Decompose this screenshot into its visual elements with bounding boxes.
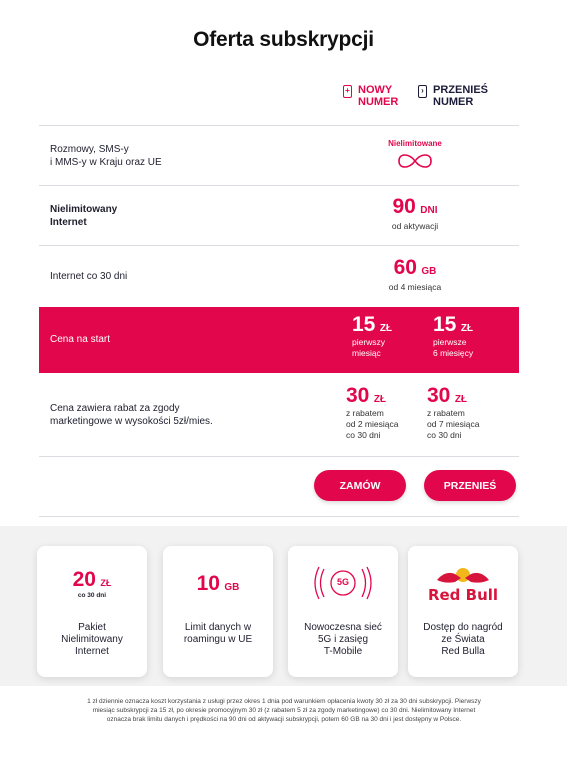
row-discount-label-2: marketingowe w wysokości 5zł/mies. [50, 416, 213, 427]
card3-text-2: 5G i zasięg [317, 634, 369, 645]
row-start-price [39, 307, 519, 373]
benefit-card-redbull [408, 546, 518, 677]
5g-icon-label: 5G [336, 577, 349, 587]
discount-price-new-sub2: od 2 miesiąca [346, 419, 399, 429]
row-unlimited-internet [39, 185, 519, 246]
redbull-logo: Red Bull [427, 586, 499, 604]
benefit-card-roaming [163, 546, 273, 677]
card4-text-3: Red Bulla [441, 646, 485, 657]
card1-text [37, 622, 147, 658]
row-internet-label: Internet co 30 dni [50, 271, 128, 282]
card2-text [163, 622, 273, 646]
card3-text [288, 622, 398, 658]
card1-price [37, 568, 147, 599]
card2-text-2: roamingu w UE [183, 634, 253, 645]
days-sub: od aktywacji [391, 221, 439, 231]
card4-text-1: Dostęp do nagród [423, 622, 503, 633]
card2-text-1: Limit danych w [184, 622, 252, 633]
start-price-new-value: 15 [352, 313, 376, 336]
column-new-number [343, 84, 398, 108]
column-new-line2: NUMER [358, 96, 399, 108]
row-calls-label-1: Rozmowy, SMS-y [50, 144, 129, 155]
infinity-icon [395, 152, 435, 170]
card3-text-3: T-Mobile [323, 646, 363, 657]
discount-price-port-sub3: co 30 dni [427, 430, 462, 440]
gb-value: 60 [393, 256, 417, 279]
gb-sub: od 4 miesiąca [388, 282, 442, 292]
start-price-port-sub2: 6 miesięcy [433, 348, 474, 358]
card1-unit: ZŁ [100, 578, 112, 588]
start-price-port-sub1: pierwsze [433, 337, 467, 347]
start-price-port-unit: ZŁ [460, 323, 474, 334]
card1-small: co 30 dni [77, 592, 107, 599]
row-calls-label [50, 143, 162, 169]
row-internet [39, 245, 519, 308]
discount-price-port-sub2: od 7 miesiąca [427, 419, 480, 429]
discount-price-new [346, 384, 398, 441]
discount-price-new-unit: ZŁ [373, 394, 387, 405]
row-discount-label [50, 402, 213, 428]
column-new-line1: NOWY [358, 84, 393, 96]
discount-price-port [427, 384, 479, 441]
row-discount [39, 373, 519, 457]
card2-unit: GB [224, 582, 240, 593]
row-start-label: Cena na start [50, 334, 111, 345]
start-price-port-value: 15 [433, 313, 457, 336]
card2-data [163, 572, 273, 596]
discount-price-new-sub3: co 30 dni [346, 430, 381, 440]
card4-text-2: ze Świata [441, 634, 485, 645]
start-price-port [433, 313, 473, 359]
port-sim-icon: › [418, 85, 427, 98]
row-unlimited-label-1: Nielimitowany [50, 204, 118, 215]
start-price-new-unit: ZŁ [379, 323, 393, 334]
discount-price-new-sub1: z rabatem [346, 408, 384, 418]
row-calls-value [365, 139, 465, 175]
row-unlimited-label [50, 203, 117, 229]
discount-price-port-value: 30 [427, 384, 451, 407]
divider-bottom [39, 516, 519, 517]
column-port-number [418, 84, 488, 108]
port-button[interactable]: PRZENIEŚ [424, 470, 516, 501]
days-unit: DNI [420, 205, 438, 216]
benefit-card-5g [288, 546, 398, 677]
column-port-line2: NUMER [433, 96, 474, 108]
new-sim-icon: + [343, 85, 352, 98]
row-discount-label-1: Cena zawiera rabat za zgody [50, 403, 180, 414]
page-title: Oferta subskrypcji [193, 28, 374, 51]
card1-value: 20 [72, 568, 96, 591]
gb-unit: GB [421, 266, 437, 277]
row-unlimited-label-2: Internet [50, 217, 87, 228]
discount-price-new-value: 30 [346, 384, 370, 407]
divider [39, 456, 519, 457]
footnote: 1 zł dziennie oznacza koszt korzystania z usługi przez okres 1 dnia pod warunkiem opłacenia kwoty 30 zł za 30 dni subskrypcji. Pierwszy miesiąc subskrypcji za 15 zł, po okresie promocyjnym 30 zł (z rabatem 5 zł za zgody marketingowe) co 30 dni. Nielimitowany Internet oznacza brak limitu danych i prędkości na 90 dni od aktywacji subskrypcji, potem 60 GB na 30 dni i jest dostępny w Polsce. [87, 698, 481, 723]
card4-text [408, 622, 518, 658]
discount-price-port-unit: ZŁ [454, 394, 468, 405]
start-price-new-sub1: pierwszy [352, 337, 386, 347]
discount-price-port-sub1: z rabatem [427, 408, 465, 418]
unlimited-text: Nielimitowane [388, 139, 442, 148]
card1-text-3: Internet [75, 646, 109, 657]
days-value: 90 [392, 195, 416, 218]
order-button[interactable]: ZAMÓW [314, 470, 406, 501]
card1-text-1: Pakiet [78, 622, 106, 633]
row-calls [39, 125, 519, 186]
row-unlimited-value [365, 195, 465, 231]
column-port-line1: PRZENIEŚ [433, 84, 489, 96]
row-internet-value [365, 256, 465, 292]
benefit-card-internet [37, 546, 147, 677]
card2-value: 10 [196, 572, 220, 595]
row-calls-label-2: i MMS-y w Kraju oraz UE [50, 157, 162, 168]
redbull-bulls-icon [435, 564, 491, 586]
card3-text-1: Nowoczesna sieć [304, 622, 382, 633]
card1-text-2: Nielimitowany [61, 634, 123, 645]
start-price-new-sub2: miesiąc [352, 348, 381, 358]
start-price-new [352, 313, 392, 359]
